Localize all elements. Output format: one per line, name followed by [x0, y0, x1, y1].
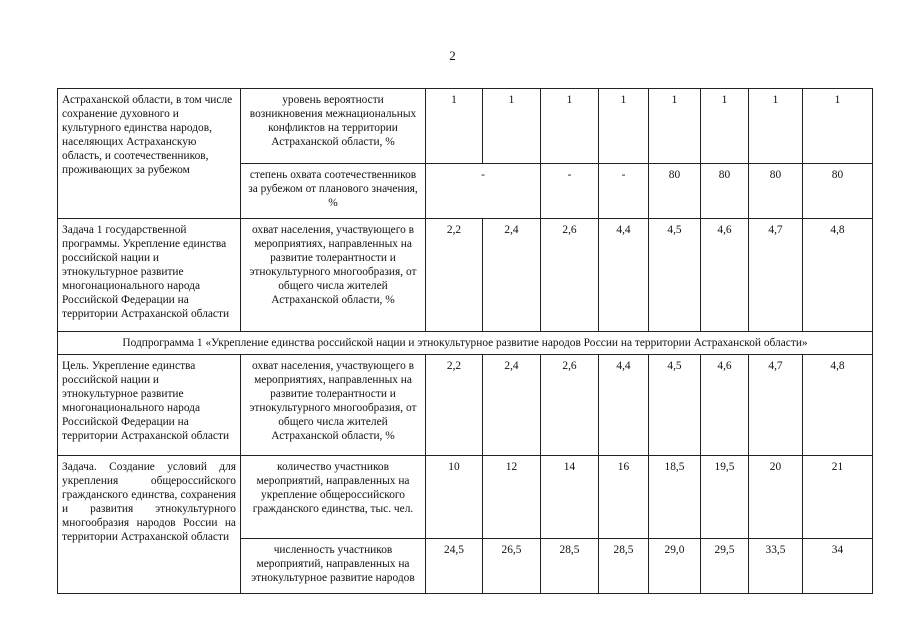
value-cell: 29,5: [701, 539, 749, 594]
value-cell: 1: [803, 89, 873, 164]
value-cell: 4,5: [649, 355, 701, 456]
table-row: [58, 89, 873, 164]
value-cell: 80: [749, 164, 803, 219]
value-cell: 2,6: [541, 355, 599, 456]
value-cell: 19,5: [701, 456, 749, 539]
indicators-table: [57, 88, 873, 594]
value-cell: 4,7: [749, 355, 803, 456]
value-cell: 4,6: [701, 355, 749, 456]
task-description: Задача. Создание условий для укрепления общероссийского гражданского единства, сохранения и развития этнокультурного многообразия народов России на территории Астраханской области: [58, 456, 241, 594]
value-cell: 4,4: [599, 219, 649, 332]
goal-description: Астраханской области, в том числе сохранение духовного и культурного единства народов, населяющих Астраханскую область, и соотечественников, проживающих за рубежом: [58, 89, 241, 219]
value-cell: 1: [649, 89, 701, 164]
goal-description: Цель. Укрепление единства российской нации и этнокультурное развитие многонационального народа Российской Федерации на территории Астраханской области: [58, 355, 241, 456]
table-row: [58, 355, 873, 456]
value-cell: 24,5: [426, 539, 483, 594]
value-cell: 2,2: [426, 219, 483, 332]
value-cell: 4,7: [749, 219, 803, 332]
value-cell: 16: [599, 456, 649, 539]
value-cell: -: [599, 164, 649, 219]
value-cell: 4,6: [701, 219, 749, 332]
table-row: [58, 332, 873, 355]
task-description: Задача 1 государственной программы. Укрепление единства российской нации и этнокультурное развитие многонационального народа Российской Федерации на территории Астраханской области: [58, 219, 241, 332]
value-cell: 28,5: [599, 539, 649, 594]
indicator-cell: уровень вероятности возникновения межнациональных конфликтов на территории Астраханской области, %: [241, 89, 426, 164]
value-cell: -: [426, 164, 541, 219]
value-cell: 1: [599, 89, 649, 164]
table-row: [58, 219, 873, 332]
value-cell: 20: [749, 456, 803, 539]
value-cell: 10: [426, 456, 483, 539]
value-cell: 4,4: [599, 355, 649, 456]
value-cell: 34: [803, 539, 873, 594]
value-cell: 80: [701, 164, 749, 219]
value-cell: 2,2: [426, 355, 483, 456]
value-cell: 28,5: [541, 539, 599, 594]
value-cell: 2,4: [483, 219, 541, 332]
value-cell: 1: [483, 89, 541, 164]
value-cell: 4,8: [803, 219, 873, 332]
value-cell: 1: [426, 89, 483, 164]
value-cell: 33,5: [749, 539, 803, 594]
value-cell: 1: [749, 89, 803, 164]
value-cell: 21: [803, 456, 873, 539]
value-cell: 14: [541, 456, 599, 539]
value-cell: -: [541, 164, 599, 219]
value-cell: 4,5: [649, 219, 701, 332]
value-cell: 1: [541, 89, 599, 164]
value-cell: 2,6: [541, 219, 599, 332]
indicator-cell: степень охвата соотечественников за рубежом от планового значения, %: [241, 164, 426, 219]
value-cell: 4,8: [803, 355, 873, 456]
value-cell: 2,4: [483, 355, 541, 456]
value-cell: 80: [649, 164, 701, 219]
table-row: [58, 456, 873, 539]
value-cell: 29,0: [649, 539, 701, 594]
subprogram-title: Подпрограмма 1 «Укрепление единства российской нации и этнокультурное развитие народов России на территории Астраханской области»: [58, 332, 873, 355]
page-number: 2: [449, 48, 456, 63]
value-cell: 26,5: [483, 539, 541, 594]
indicator-cell: охват населения, участвующего в мероприятиях, направленных на развитие толерантности и этнокультурного многообразия, от общего числа жителей Астраханской области, %: [241, 219, 426, 332]
value-cell: 80: [803, 164, 873, 219]
value-cell: 1: [701, 89, 749, 164]
indicator-cell: охват населения, участвующего в мероприятиях, направленных на развитие толерантности и этнокультурного многообразия, от общего числа жителей Астраханской области, %: [241, 355, 426, 456]
indicator-cell: численность участников мероприятий, направленных на этнокультурное развитие народов: [241, 539, 426, 594]
value-cell: 12: [483, 456, 541, 539]
indicator-cell: количество участников мероприятий, направленных на укрепление общероссийского гражданского единства, тыс. чел.: [241, 456, 426, 539]
value-cell: 18,5: [649, 456, 701, 539]
